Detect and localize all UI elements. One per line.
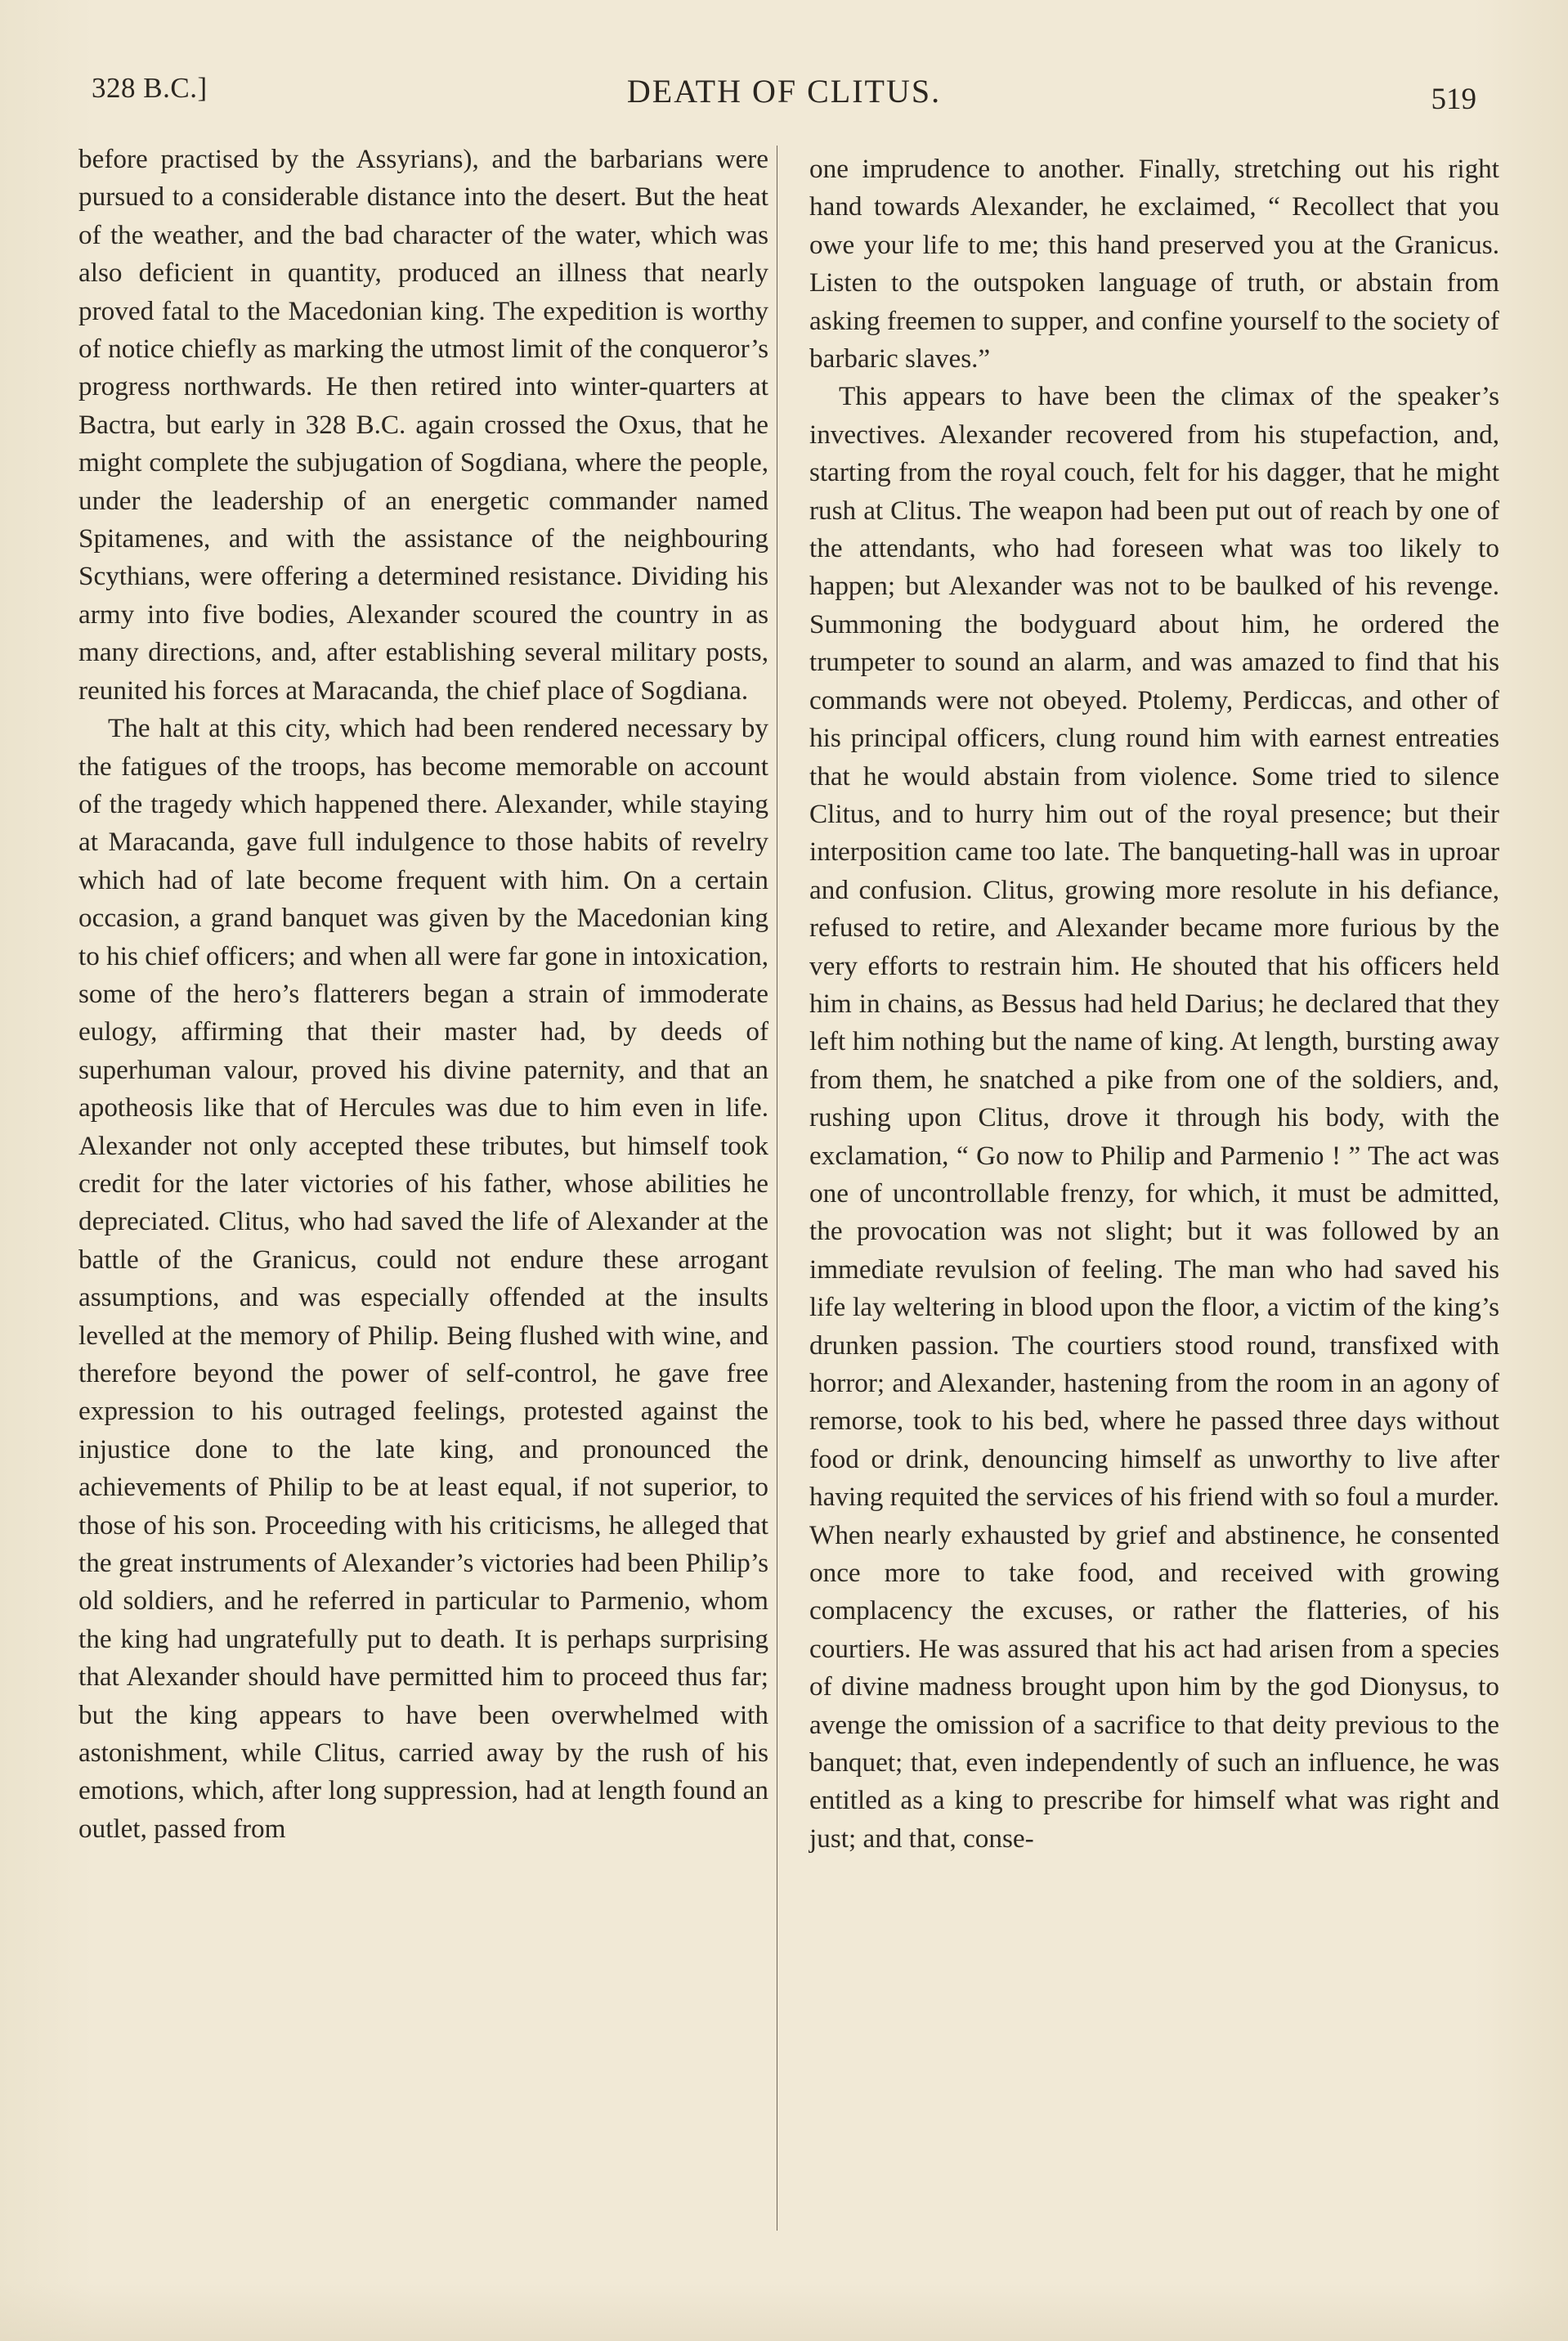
- page-title: DEATH OF CLITUS.: [626, 73, 942, 110]
- date-marker: 328 B.C.]: [92, 72, 208, 104]
- paragraph: before practised by the Assyrians), and the barbarians were pursued to a considerable distance into the desert. But the heat of the weather, and the bad character of the water, which was also deficient in quantity, produced an illness that nearly proved fatal to the Macedonian king. The expedition is worthy of notice chiefly as marking the utmost limit of the conqueror’s progress northwards. He then retired into winter-quarters at Bactra, but early in 328 B.C. again crossed the Oxus, that he might complete the subjugation of Sogdiana, where the people, under the leadership of an energetic commander named Spitamenes, and with the assistance of the neighbouring Scythians, were offering a determined resistance. Dividing his army into five bodies, Alexander scoured the country in as many directions, and, after establishing several military posts, reunited his forces at Maracanda, the chief place of Sogdiana.: [78, 144, 768, 706]
- page-number: 519: [1431, 83, 1476, 116]
- right-column: [809, 150, 1499, 1858]
- paragraph: This appears to have been the climax of the speaker’s invectives. Alexander recovered from his stupefaction, and, starting from the royal couch, felt for his dagger, that he might rush at Clitus. The weapon had been put out of reach by one of the attendants, who had foreseen what was too likely to happen; but Alexander was not to be baulked of his revenge. Summoning the bodyguard about him, he ordered the trumpeter to sound an alarm, and was amazed to find that his commands were not obeyed. Ptolemy, Perdiccas, and other of his principal officers, clung round him with earnest entreaties that he would abstain from violence. Some tried to silence Clitus, and to hurry him out of the royal presence; but their interposition came too late. The banqueting-hall was in uproar and confusion. Clitus, growing more resolute in his defiance, refused to retire, and Alexander became more furious by the very efforts to restrain him. He shouted that his officers held him in chains, as Bessus had held Darius; he declared that they left him nothing but the name of king. At length, bursting away from them, he snatched a pike from one of the soldiers, and, rushing upon Clitus, drove it through his body, with the exclamation, “ Go now to Philip and Parmenio ! ” The act was one of uncontrollable frenzy, for which, it must be admitted, the provocation was not slight; but it was followed by an immediate revulsion of feeling. The man who had saved his life lay weltering in blood upon the floor, a victim of the king’s drunken passion. The courtiers stood round, transfixed with horror; and Alexander, hastening from the room in an agony of remorse, took to his bed, where he passed three days without food or drink, denouncing himself as unworthy to live after having requited the services of his friend with so foul a murder. When nearly exhausted by grief and abstinence, he consented once more to take food, and received with growing complacency the excuses, or rather the flatteries, of his courtiers. He was assured that his act had arisen from a species of divine madness brought upon him by the god Dionysus, to avenge the omission of a sacrifice to that deity previous to the banquet; that, even independently of such an influence, he was entitled as a king to prescribe for himself what was right and just; and that, conse-: [809, 381, 1499, 1854]
- paragraph: The halt at this city, which had been rendered necessary by the fatigues of the troops, has become memorable on account of the tragedy which happened there. Alexander, while staying at Maracanda, gave full indulgence to those habits of revelry which had of late become frequent with him. On a certain occasion, a grand banquet was given by the Macedonian king to his chief officers; and when all were far gone in intoxication, some of the hero’s flatterers began a strain of immoderate eulogy, affirming that their master had, by deeds of superhuman valour, proved his divine paternity, and that an apotheosis like that of Hercules was due to him even in life. Alexander not only accepted these tributes, but himself took credit for the later victories of his father, whose abilities he depreciated. Clitus, who had saved the life of Alexander at the battle of the Granicus, could not endure these arrogant assumptions, and was especially offended at the insults levelled at the memory of Philip. Being flushed with wine, and therefore beyond the power of self-control, he gave free expression to his outraged feelings, protested against the injustice done to the late king, and pronounced the achievements of Philip to be at least equal, if not superior, to those of his son. Proceeding with his criticisms, he alleged that the great instruments of Alexander’s victories had been Philip’s old soldiers, and he referred in particular to Parmenio, whom the king had ungratefully put to death. It is perhaps surprising that Alexander should have permitted him to proceed thus far; but the king appears to have been overwhelmed with astonishment, while Clitus, carried away by the rush of his emotions, which, after long suppression, had at length found an outlet, passed from: [78, 713, 768, 1844]
- paragraph: one imprudence to another. Finally, stretching out his right hand towards Alexander, he exclaimed, “ Recollect that you owe your life to me; this hand preserved you at the Granicus. Listen to the outspoken language of truth, or abstain from asking freemen to supper, and confine yourself to the society of barbaric slaves.”: [809, 154, 1499, 374]
- running-head: [0, 57, 1568, 123]
- left-column: [78, 141, 768, 1848]
- page-bottom-shading: [0, 2284, 1568, 2341]
